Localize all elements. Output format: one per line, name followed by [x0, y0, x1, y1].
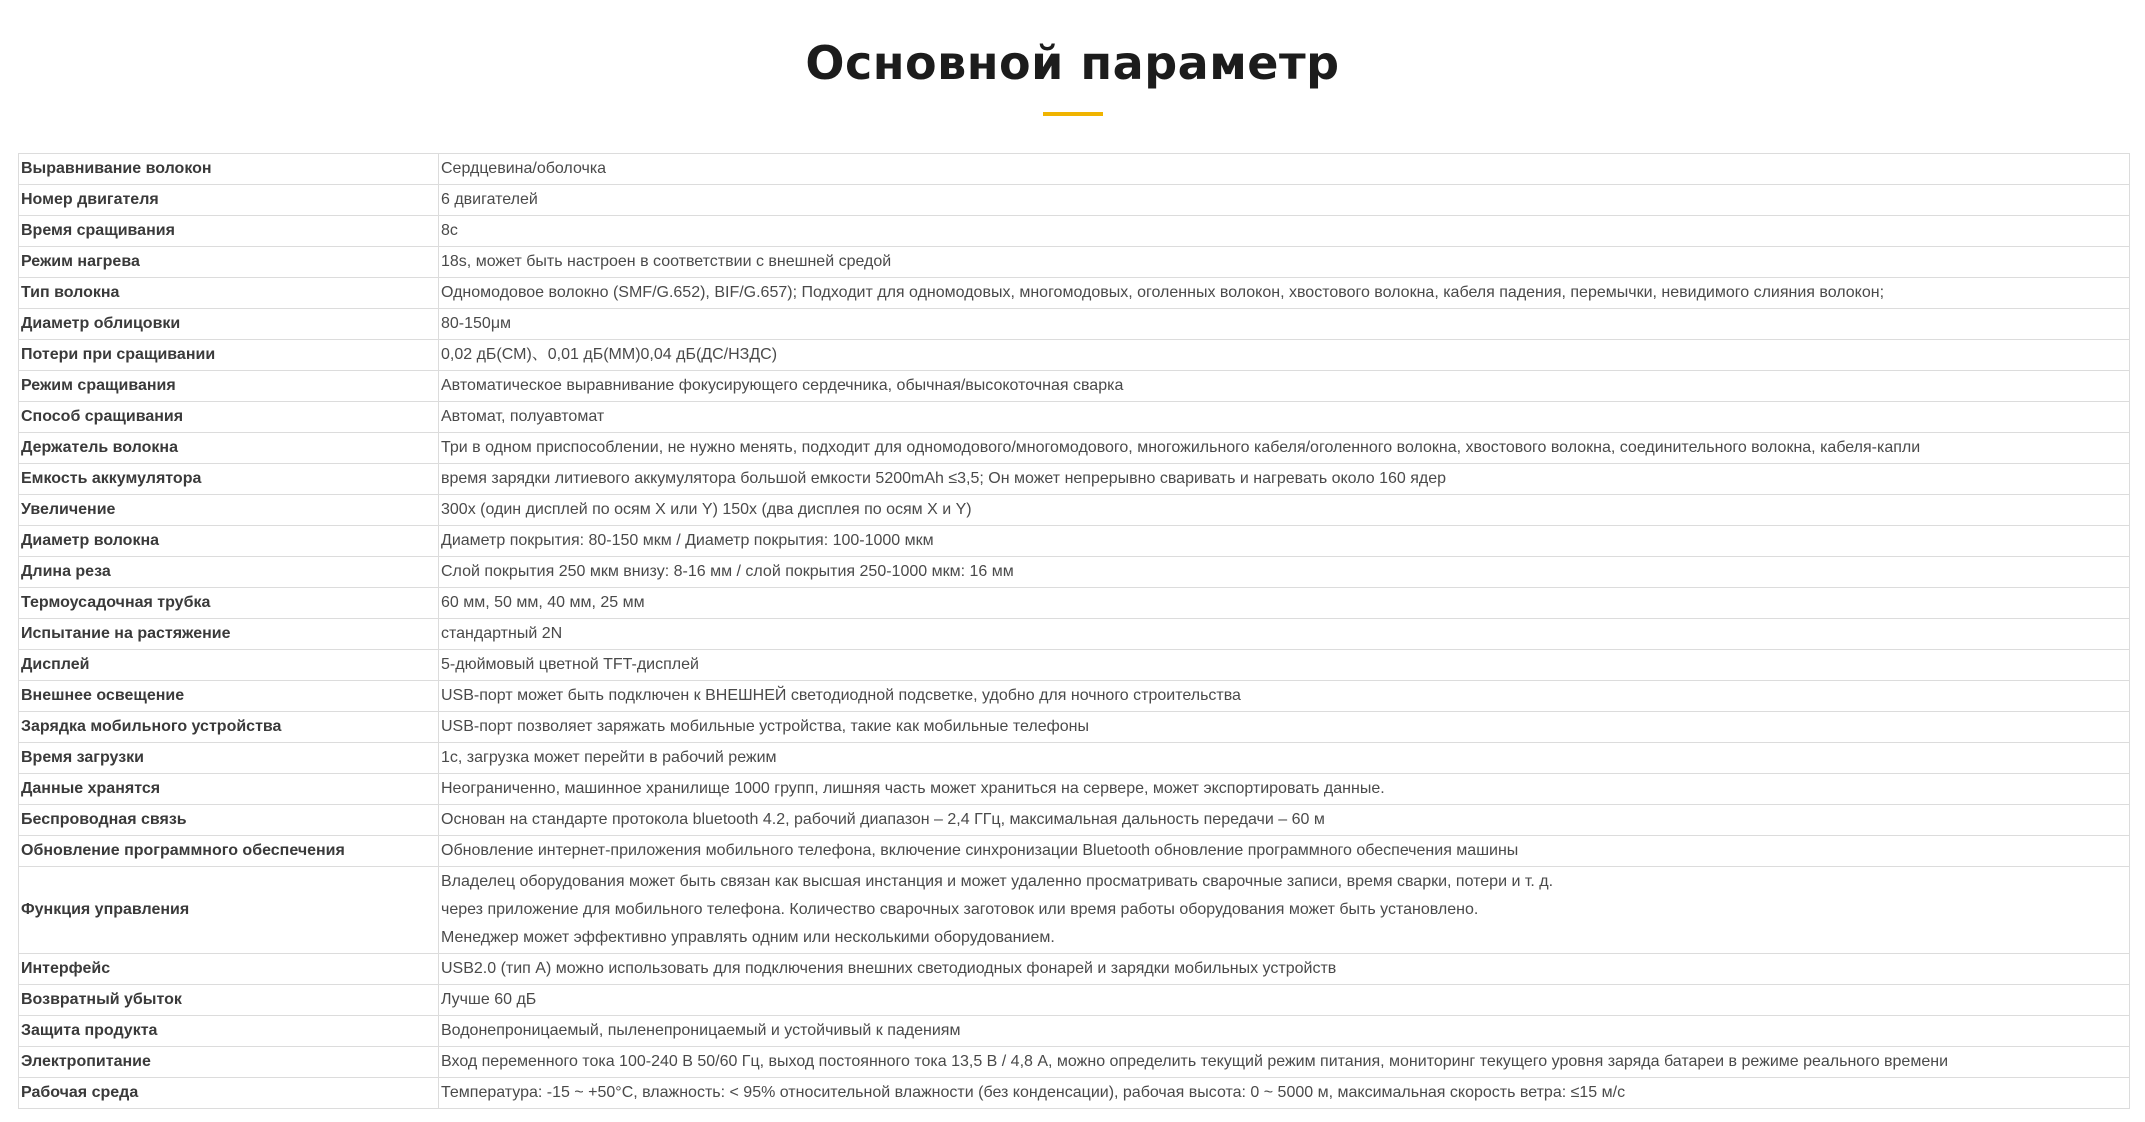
spec-key-cell: Термоусадочная трубка — [19, 588, 439, 619]
spec-value-cell: 6 двигателей — [439, 185, 2130, 216]
spec-key-cell: Данные хранятся — [19, 774, 439, 805]
spec-value-cell: Диаметр покрытия: 80-150 мкм / Диаметр покрытия: 100-1000 мкм — [439, 526, 2130, 557]
spec-value-cell: Автомат, полуавтомат — [439, 402, 2130, 433]
spec-key-cell: Зарядка мобильного устройства — [19, 712, 439, 743]
spec-key-cell: Дисплей — [19, 650, 439, 681]
table-row — [19, 495, 2130, 526]
spec-value-cell: время зарядки литиевого аккумулятора большой емкости 5200mAh ≤3,5; Он может непрерывно сваривать и нагревать около 160 ядер — [439, 464, 2130, 495]
spec-value-cell: 300х (один дисплей по осям X или Y) 150х (два дисплея по осям X и Y) — [439, 495, 2130, 526]
table-row — [19, 247, 2130, 278]
spec-key-cell: Функция управления — [19, 867, 439, 954]
spec-key-cell: Способ сращивания — [19, 402, 439, 433]
table-row — [19, 1047, 2130, 1078]
table-row — [19, 650, 2130, 681]
spec-value-cell: Автоматическое выравнивание фокусирующего сердечника, обычная/высокоточная сварка — [439, 371, 2130, 402]
title-underline — [1043, 112, 1103, 116]
spec-value-cell: USB-порт может быть подключен к ВНЕШНЕЙ светодиодной подсветке, удобно для ночного строительства — [439, 681, 2130, 712]
spec-key-cell: Емкость аккумулятора — [19, 464, 439, 495]
spec-key-cell: Внешнее освещение — [19, 681, 439, 712]
spec-value-cell: Обновление интернет-приложения мобильного телефона, включение синхронизации Bluetooth обновление программного обеспечения машины — [439, 836, 2130, 867]
spec-key-cell: Тип волокна — [19, 278, 439, 309]
table-row — [19, 278, 2130, 309]
spec-key-cell: Возвратный убыток — [19, 985, 439, 1016]
spec-key-cell: Рабочая среда — [19, 1078, 439, 1109]
table-row — [19, 557, 2130, 588]
spec-key-cell: Электропитание — [19, 1047, 439, 1078]
spec-value-cell: Вход переменного тока 100-240 В 50/60 Гц, выход постоянного тока 13,5 В / 4,8 А, можно определить текущий режим питания, мониторинг текущего уровня заряда батареи в режиме реального времени — [439, 1047, 2130, 1078]
table-row — [19, 836, 2130, 867]
spec-value-cell: Три в одном приспособлении, не нужно менять, подходит для одномодового/многомодового, многожильного кабеля/оголенного волокна, хвостового волокна, соединительного волокна, кабеля-капли — [439, 433, 2130, 464]
spec-value-cell: Основан на стандарте протокола bluetooth 4.2, рабочий диапазон – 2,4 ГГц, максимальная дальность передачи – 60 м — [439, 805, 2130, 836]
spec-value-cell: Слой покрытия 250 мкм внизу: 8-16 мм / слой покрытия 250-1000 мкм: 16 мм — [439, 557, 2130, 588]
spec-table-body — [19, 154, 2130, 1109]
table-row — [19, 309, 2130, 340]
spec-key-cell: Увеличение — [19, 495, 439, 526]
spec-key-cell: Режим нагрева — [19, 247, 439, 278]
table-row — [19, 433, 2130, 464]
table-row — [19, 216, 2130, 247]
spec-key-cell: Время загрузки — [19, 743, 439, 774]
spec-key-cell: Диаметр облицовки — [19, 309, 439, 340]
spec-key-cell: Испытание на растяжение — [19, 619, 439, 650]
spec-key-cell: Защита продукта — [19, 1016, 439, 1047]
spec-value-cell: 0,02 дБ(СМ)、0,01 дБ(ММ)0,04 дБ(ДС/НЗДС) — [439, 340, 2130, 371]
spec-key-cell: Обновление программного обеспечения — [19, 836, 439, 867]
table-row — [19, 588, 2130, 619]
spec-key-cell: Время сращивания — [19, 216, 439, 247]
table-row — [19, 985, 2130, 1016]
spec-value-cell: Водонепроницаемый, пыленепроницаемый и устойчивый к падениям — [439, 1016, 2130, 1047]
table-row — [19, 954, 2130, 985]
spec-key-cell: Диаметр волокна — [19, 526, 439, 557]
spec-value-cell: 8с — [439, 216, 2130, 247]
table-row — [19, 712, 2130, 743]
spec-value-cell: Лучше 60 дБ — [439, 985, 2130, 1016]
spec-table — [18, 153, 2130, 1109]
spec-key-cell: Держатель волокна — [19, 433, 439, 464]
table-row — [19, 464, 2130, 495]
table-row — [19, 185, 2130, 216]
table-row — [19, 340, 2130, 371]
spec-key-cell: Потери при сращивании — [19, 340, 439, 371]
spec-key-cell: Беспроводная связь — [19, 805, 439, 836]
table-row — [19, 1078, 2130, 1109]
table-row — [19, 526, 2130, 557]
page-header — [0, 0, 2145, 116]
table-row — [19, 805, 2130, 836]
spec-value-cell: 1с, загрузка может перейти в рабочий режим — [439, 743, 2130, 774]
spec-value-cell: 60 мм, 50 мм, 40 мм, 25 мм — [439, 588, 2130, 619]
spec-value-cell: USB-порт позволяет заряжать мобильные устройства, такие как мобильные телефоны — [439, 712, 2130, 743]
spec-value-cell: 18s, может быть настроен в соответствии с внешней средой — [439, 247, 2130, 278]
spec-value-cell: 5-дюймовый цветной TFT-дисплей — [439, 650, 2130, 681]
table-row — [19, 774, 2130, 805]
spec-value-line: Владелец оборудования может быть связан как высшая инстанция и может удаленно просматривать сварочные записи, время сварки, потери и т. д. — [441, 873, 1554, 890]
table-row — [19, 681, 2130, 712]
table-row — [19, 402, 2130, 433]
spec-key-cell: Режим сращивания — [19, 371, 439, 402]
spec-key-cell: Длина реза — [19, 557, 439, 588]
table-row — [19, 619, 2130, 650]
table-row — [19, 371, 2130, 402]
spec-value-line: Менеджер может эффективно управлять одним или несколькими оборудованием. — [441, 929, 1055, 946]
table-row — [19, 1016, 2130, 1047]
spec-key-cell: Номер двигателя — [19, 185, 439, 216]
spec-value-cell: 80-150μм — [439, 309, 2130, 340]
spec-value-cell: Сердцевина/оболочка — [439, 154, 2130, 185]
table-row — [19, 867, 2130, 954]
spec-value-cell: Одномодовое волокно (SMF/G.652), BIF/G.657); Подходит для одномодовых, многомодовых, оголенных волокон, хвостового волокна, кабеля падения, перемычки, невидимого слияния волокон; — [439, 278, 2130, 309]
table-row — [19, 154, 2130, 185]
spec-key-cell: Интерфейс — [19, 954, 439, 985]
spec-value-cell — [439, 867, 2130, 954]
table-row — [19, 743, 2130, 774]
spec-value-cell: стандартный 2N — [439, 619, 2130, 650]
spec-value-line: через приложение для мобильного телефона. Количество сварочных заготовок или время работы оборудования может быть установлено. — [441, 901, 1479, 918]
spec-key-cell: Выравнивание волокон — [19, 154, 439, 185]
page-title: Основной параметр — [805, 36, 1340, 90]
spec-value-cell: USB2.0 (тип A) можно использовать для подключения внешних светодиодных фонарей и зарядки мобильных устройств — [439, 954, 2130, 985]
spec-value-cell: Неограниченно, машинное хранилище 1000 групп, лишняя часть может храниться на сервере, может экспортировать данные. — [439, 774, 2130, 805]
spec-value-cell: Температура: -15 ~ +50°C, влажность: < 95% относительной влажности (без конденсации), рабочая высота: 0 ~ 5000 м, максимальная скорость ветра: ≤15 м/с — [439, 1078, 2130, 1109]
